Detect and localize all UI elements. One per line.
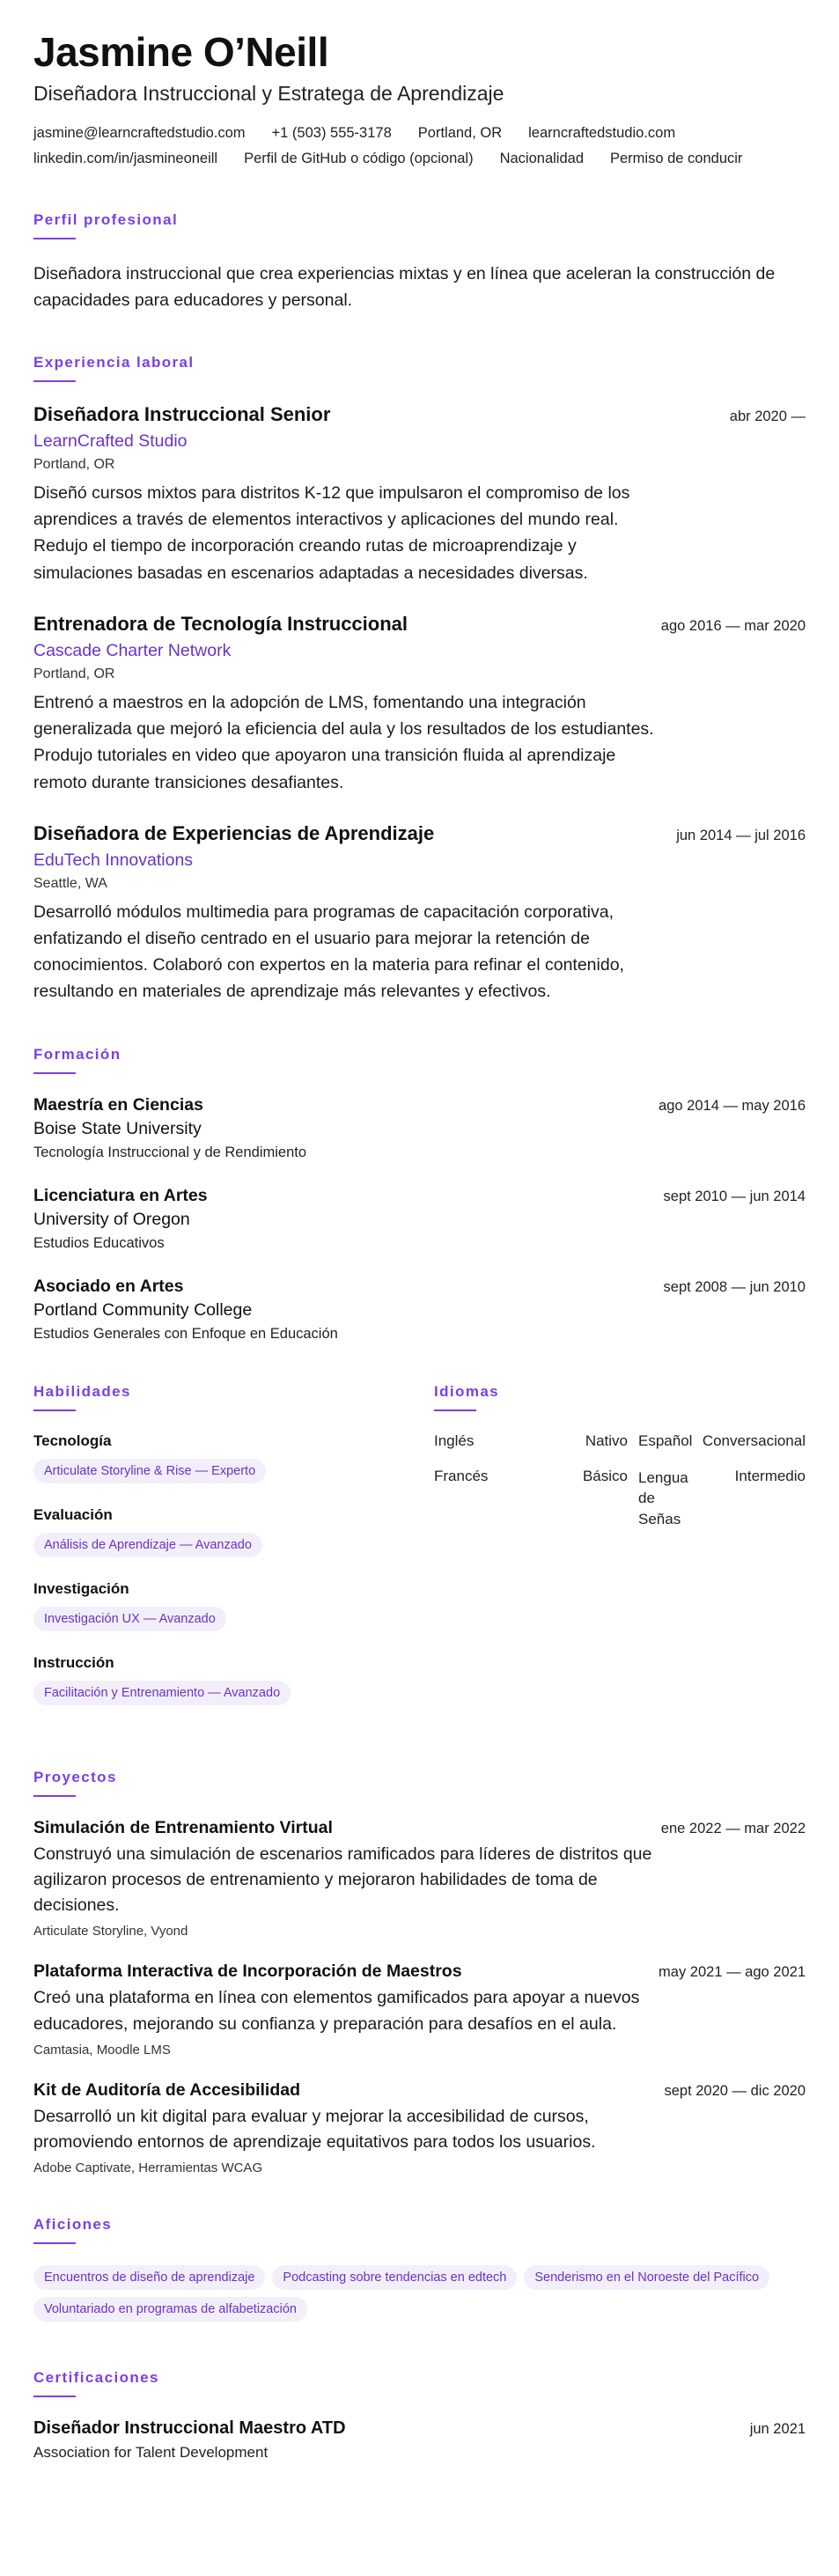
hobby-chip: Voluntariado en programas de alfabetización	[33, 2297, 307, 2322]
education-degree: Asociado en Artes	[33, 1276, 184, 1296]
job-entry	[33, 822, 806, 1005]
certifications-section	[33, 2369, 806, 2462]
candidate-name: Jasmine O’Neill	[33, 29, 329, 75]
contact-email[interactable]: jasmine@learncraftedstudio.com	[33, 124, 246, 141]
project-dates: may 2021 — ago 2021	[659, 1964, 806, 1981]
section-title: Certificaciones	[33, 2369, 159, 2387]
education-entry	[33, 1095, 806, 1161]
project-dates: sept 2020 — dic 2020	[664, 2082, 806, 2099]
skill-name: Instrucción	[33, 1653, 114, 1671]
skills-languages-row	[33, 1383, 806, 1728]
hobby-chip: Podcasting sobre tendencias en edtech	[272, 2265, 517, 2290]
language-name: Lengua de Señas	[638, 1468, 688, 1528]
job-location: Seattle, WA	[33, 875, 107, 891]
job-position: Diseñadora de Experiencias de Aprendizaje	[33, 821, 435, 844]
section-divider	[33, 1795, 76, 1797]
job-description: Entrenó a maestros en la adopción de LMS, fomentando una integración generalizada que mejoró la eficiencia del aula y los resultados de los estudiantes. Produjo tutoriales en video que apoyaron una transición fluida al aprendizaje remoto durante transiciones desafiantes.	[33, 692, 654, 792]
job-dates: jun 2014 — jul 2016	[676, 827, 806, 843]
language-name: Inglés	[434, 1432, 475, 1449]
project-keywords: Camtasia, Moodle LMS	[33, 2042, 171, 2057]
project-entry	[33, 1961, 806, 2057]
job-description: Diseñó cursos mixtos para distritos K-12 que impulsaron el compromiso de los aprendices a través de elementos interactivos y aplicaciones del mundo real. Redujo el tiempo de incorporación creando rutas de microaprendizaje y simulaciones basadas en escenarios adaptadas a necesidades diversas.	[33, 483, 630, 583]
skill-name: Evaluación	[33, 1505, 113, 1523]
job-company: EduTech Innovations	[33, 850, 194, 870]
skill-keyword-chip: Análisis de Aprendizaje — Avanzado	[33, 1533, 262, 1557]
project-name: Plataforma Interactiva de Incorporación de Maestros	[33, 1961, 462, 1982]
section-title: Habilidades	[33, 1382, 131, 1400]
certification-date: jun 2021	[749, 2421, 806, 2438]
project-name: Kit de Auditoría de Accesibilidad	[33, 2079, 301, 2100]
contact-website[interactable]: learncraftedstudio.com	[528, 124, 676, 141]
hobbies-section	[33, 2216, 806, 2329]
section-divider	[33, 1409, 76, 1411]
language-level: Básico	[582, 1467, 628, 1484]
language-level: Conversacional	[702, 1432, 806, 1449]
hobby-chip: Encuentros de diseño de aprendizaje	[33, 2265, 265, 2290]
education-school: Portland Community College	[33, 1299, 253, 1320]
project-description: Desarrolló un kit digital para evaluar y mejorar la accesibilidad de cursos, promoviendo entornos de aprendizaje equitativos para todos los usuarios.	[33, 2106, 596, 2153]
project-entry	[33, 1818, 806, 1939]
section-divider	[33, 1072, 76, 1074]
job-company: Cascade Charter Network	[33, 640, 232, 660]
education-degree: Maestría en Ciencias	[33, 1094, 203, 1115]
education-entry	[33, 1277, 806, 1343]
education-area: Tecnología Instruccional y de Rendimiento	[33, 1144, 307, 1160]
section-title: Perfil profesional	[33, 210, 179, 228]
job-dates: abr 2020 —	[729, 408, 806, 425]
skill-group	[33, 1506, 434, 1564]
project-dates: ene 2022 — mar 2022	[660, 1820, 806, 1836]
section-divider	[33, 380, 76, 382]
profile-summary: Diseñadora instruccional que crea experiencias mixtas y en línea que aceleran la construcción de capacidades para educadores y personal.	[33, 263, 776, 310]
project-keywords: Adobe Captivate, Herramientas WCAG	[33, 2160, 263, 2176]
skill-group	[33, 1654, 434, 1712]
language-level: Nativo	[585, 1432, 628, 1449]
contact-github[interactable]: Perfil de GitHub o código (opcional)	[244, 150, 474, 166]
hobby-chip: Senderismo en el Noroeste del Pacífico	[524, 2265, 769, 2290]
section-title: Formación	[33, 1045, 121, 1063]
skill-name: Investigación	[33, 1579, 129, 1597]
education-section	[33, 1046, 806, 1343]
project-keywords: Articulate Storyline, Vyond	[33, 1924, 188, 1939]
section-title: Proyectos	[33, 1768, 117, 1785]
hobbies-list	[33, 2265, 806, 2329]
certification-name: Diseñador Instruccional Maestro ATD	[33, 2418, 346, 2439]
education-dates: sept 2008 — jun 2010	[663, 1278, 806, 1295]
skill-keyword-chip: Facilitación y Entrenamiento — Avanzado	[33, 1681, 291, 1705]
certification-entry	[33, 2418, 806, 2462]
section-divider	[434, 1409, 476, 1411]
language-level: Intermedio	[734, 1467, 806, 1484]
project-description: Construyó una simulación de escenarios ramificados para líderes de distritos que agilizaron procesos de entrenamiento y mejoraron habilidades de toma de decisiones.	[33, 1844, 652, 1916]
section-title: Idiomas	[434, 1382, 500, 1400]
job-position: Diseñadora Instruccional Senior	[33, 403, 331, 426]
education-dates: ago 2014 — may 2016	[659, 1097, 806, 1114]
education-dates: sept 2010 — jun 2014	[663, 1188, 806, 1204]
language-name: Francés	[434, 1467, 489, 1484]
language-name: Español	[638, 1432, 693, 1449]
job-location: Portland, OR	[33, 457, 115, 473]
languages-section	[434, 1383, 806, 1728]
job-entry	[33, 613, 806, 796]
section-title: Experiencia laboral	[33, 354, 195, 372]
projects-section	[33, 1769, 806, 2176]
section-divider	[33, 238, 76, 239]
candidate-headline: Diseñadora Instruccional y Estratega de Aprendizaje	[33, 81, 504, 105]
education-area: Estudios Educativos	[33, 1234, 165, 1251]
contact-nationality: Nacionalidad	[499, 150, 584, 166]
experience-section	[33, 354, 806, 1005]
contact-license: Permiso de conducir	[610, 150, 743, 166]
project-description: Creó una plataforma en línea con elementos gamificados para apoyar a nuevos educadores, mejorando su confianza y preparación para desafíos en el aula.	[33, 1988, 640, 2034]
skill-keyword-chip: Articulate Storyline & Rise — Experto	[33, 1459, 266, 1483]
job-location: Portland, OR	[33, 666, 115, 681]
job-position: Entrenadora de Tecnología Instruccional	[33, 612, 408, 635]
job-company: LearnCrafted Studio	[33, 431, 188, 452]
section-divider	[33, 2242, 76, 2244]
contact-linkedin[interactable]: linkedin.com/in/jasmineoneill	[33, 150, 218, 166]
project-entry	[33, 2080, 806, 2176]
section-title: Aficiones	[33, 2216, 113, 2234]
certification-issuer: Association for Talent Development	[33, 2444, 269, 2462]
languages-grid	[434, 1432, 806, 1530]
skill-group	[33, 1580, 434, 1638]
job-description: Desarrolló módulos multimedia para programas de capacitación corporativa, enfatizando el diseño centrado en el usuario para mejorar la retención de conocimientos. Colaboró con expertos en la materia para refinar el contenido, resultando en materiales de aprendizaje más relevantes y efectivos.	[33, 902, 624, 1002]
project-name: Simulación de Entrenamiento Virtual	[33, 1817, 333, 1837]
education-entry	[33, 1186, 806, 1252]
profile-section	[33, 211, 806, 313]
contact-location: Portland, OR	[417, 124, 503, 141]
contact-phone[interactable]: +1 (503) 555-3178	[271, 124, 392, 141]
job-dates: ago 2016 — mar 2020	[660, 617, 806, 634]
skill-name: Tecnología	[33, 1432, 112, 1449]
skill-group	[33, 1432, 434, 1490]
section-divider	[33, 2396, 76, 2397]
job-entry	[33, 403, 806, 586]
contact-list	[33, 125, 806, 167]
skill-keyword-chip: Investigación UX — Avanzado	[33, 1607, 226, 1631]
education-school: Boise State University	[33, 1118, 202, 1138]
education-area: Estudios Generales con Enfoque en Educación	[33, 1325, 338, 1342]
skills-section	[33, 1383, 434, 1728]
education-school: University of Oregon	[33, 1209, 190, 1229]
education-degree: Licenciatura en Artes	[33, 1185, 208, 1205]
